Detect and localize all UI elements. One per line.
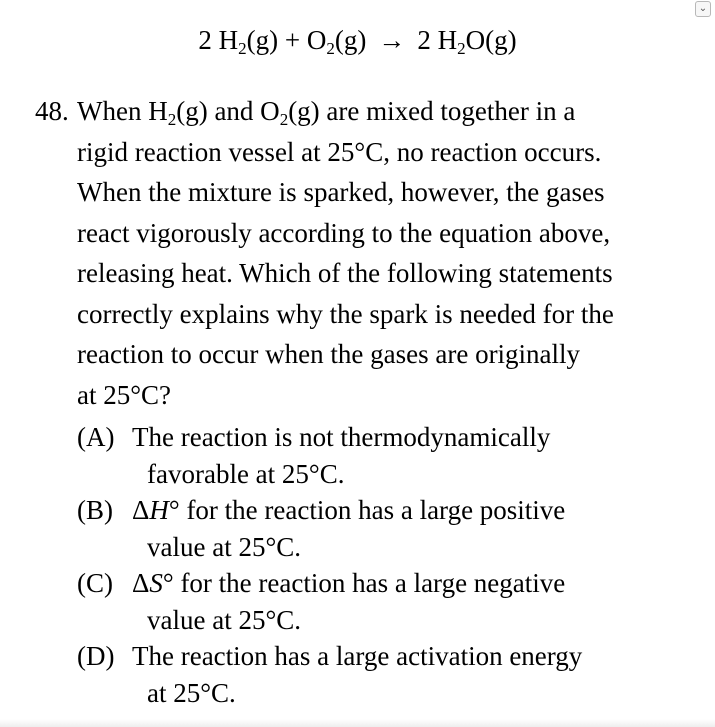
- choice-b[interactable]: [77, 492, 677, 565]
- choice-a[interactable]: [77, 419, 677, 492]
- stem-text: (g) are mixed together in a: [288, 96, 576, 126]
- choice-line: ΔH° for the reaction has a large positive: [132, 495, 566, 525]
- stem-line: reaction to occur when the gases are originally: [77, 339, 581, 369]
- chemical-equation: [0, 20, 715, 60]
- equation-product: 2 H: [417, 25, 458, 55]
- chevron-down-icon[interactable]: ⌄: [695, 1, 711, 17]
- choice-line: The reaction has a large activation energy: [132, 641, 583, 671]
- choice-text: [132, 492, 565, 565]
- stem-text: (g) and O: [176, 96, 280, 126]
- subscript: 2: [457, 39, 466, 58]
- choice-line: The reaction is not thermodynamically: [132, 422, 551, 452]
- choice-line: favorable at 25°C.: [147, 458, 345, 489]
- choice-c[interactable]: [77, 565, 677, 638]
- stem-line: When the mixture is sparked, however, the gases: [77, 177, 605, 207]
- entropy-symbol: S: [149, 568, 163, 598]
- stem-line: correctly explains why the spark is needed for the: [77, 298, 614, 329]
- choice-letter: (A): [77, 422, 115, 452]
- choice-letter: (C): [77, 568, 113, 598]
- subscript: 2: [279, 110, 289, 129]
- stem-line: react vigorously according to the equation above,: [77, 217, 611, 248]
- bottom-edge: [0, 719, 715, 727]
- choice-text: [132, 565, 565, 638]
- stem-line: at 25°C?: [77, 379, 172, 410]
- choice-line: ΔS° for the reaction has a large negative: [132, 568, 566, 598]
- choice-line-text: for the reaction has a large negative: [180, 568, 566, 598]
- stem-text: When H: [77, 96, 168, 126]
- equation-reactant-o2: (g) + O: [246, 25, 327, 55]
- choice-text: [132, 638, 582, 711]
- choice-text: [132, 419, 550, 492]
- equation-product-state: O(g): [465, 25, 517, 55]
- reaction-arrow-icon: →: [378, 25, 406, 55]
- equation-state: (g): [334, 25, 367, 55]
- choice-line: at 25°C.: [147, 677, 236, 708]
- choice-line: value at 25°C.: [147, 531, 302, 562]
- stem-line: releasing heat. Which of the following statements: [77, 258, 613, 288]
- choice-letter: (D): [77, 641, 115, 671]
- question-number: 48.: [35, 96, 69, 126]
- subscript: 2: [326, 39, 335, 58]
- subscript: 2: [238, 39, 247, 58]
- answer-choices: [77, 419, 677, 711]
- stem-line: rigid reaction vessel at 25°C, no reaction occurs.: [77, 136, 602, 167]
- choice-line-text: for the reaction has a large positive: [186, 495, 566, 525]
- question-stem: [77, 91, 677, 415]
- choice-line: value at 25°C.: [147, 604, 302, 635]
- enthalpy-symbol: H: [149, 495, 169, 525]
- subscript: 2: [167, 110, 177, 129]
- equation-reactant-h2: 2 H: [198, 25, 239, 55]
- choice-d[interactable]: [77, 638, 677, 711]
- choice-letter: (B): [77, 495, 113, 525]
- stem-line: [77, 91, 677, 132]
